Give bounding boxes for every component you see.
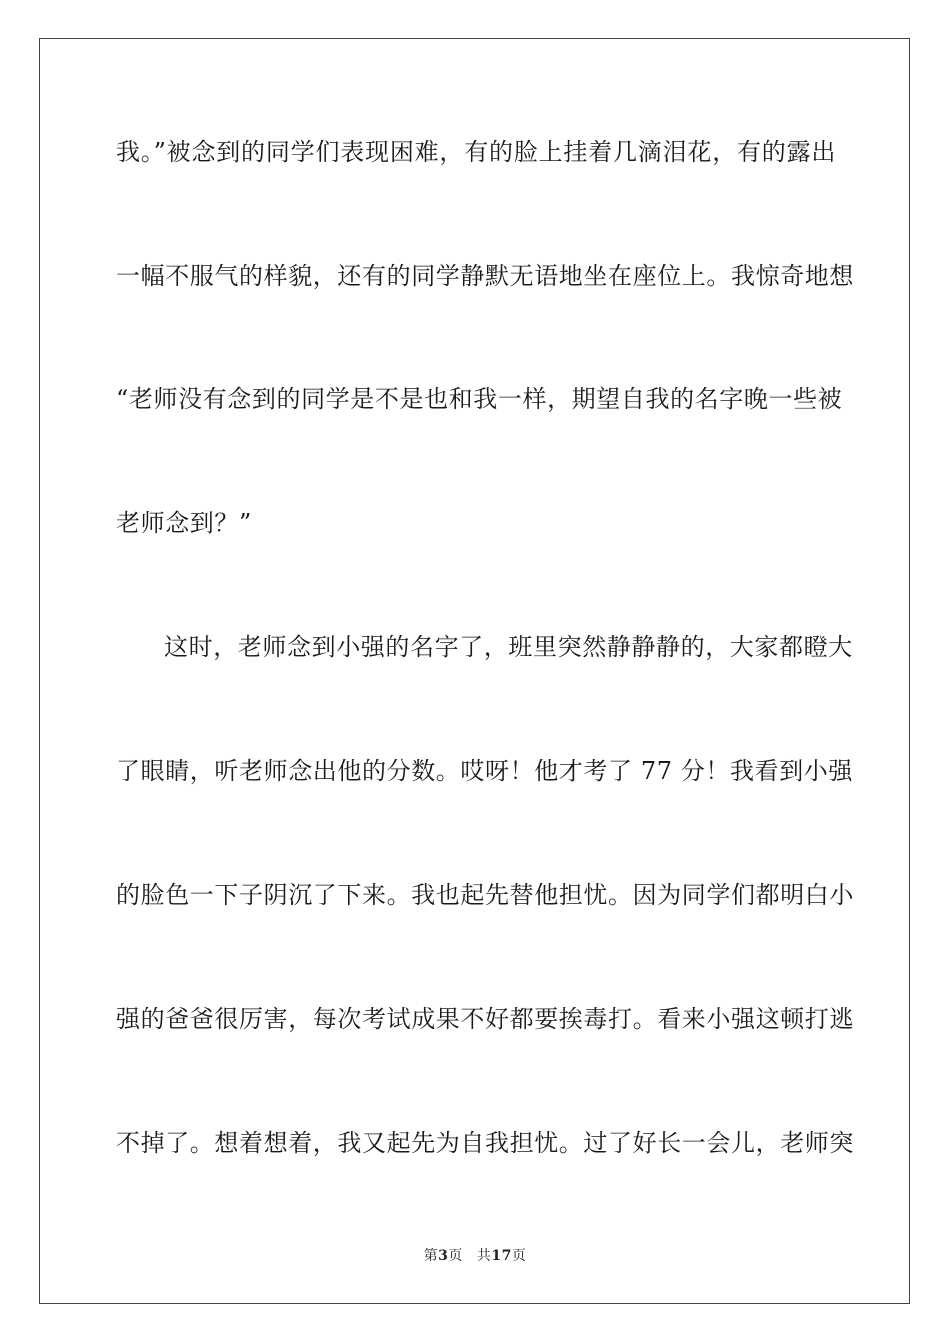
- text-line-4: 老师念到？”: [116, 509, 252, 537]
- total-prefix: 共: [476, 1248, 492, 1264]
- text-line-6: 了眼睛，听老师念出他的分数。哎呀！他才考了 77 分！我看到小强: [116, 757, 853, 785]
- total-pages: 17: [491, 1248, 512, 1264]
- text-line-9: 不掉了。想着想着，我又起先为自我担忧。过了好长一会儿，老师突: [116, 1129, 854, 1157]
- page-footer: [0, 1247, 950, 1265]
- text-line-5: 这时，老师念到小强的名字了，班里突然静静静的，大家都瞪大: [164, 633, 853, 661]
- page-border: [39, 38, 910, 1304]
- page-prefix: 第: [423, 1248, 439, 1264]
- page-suffix: 页: [448, 1248, 463, 1264]
- text-line-7: 的脸色一下子阴沉了下来。我也起先替他担忧。因为同学们都明白小: [116, 881, 854, 909]
- total-suffix: 页: [511, 1248, 527, 1264]
- text-line-3: “老师没有念到的同学是不是也和我一样，期望自我的名字晚一些被: [116, 385, 843, 413]
- page-number: 3: [438, 1248, 449, 1264]
- text-line-2: 一幅不服气的样貌，还有的同学静默无语地坐在座位上。我惊奇地想: [116, 262, 854, 290]
- text-line-1: 我。”被念到的同学们表现困难，有的脸上挂着几滴泪花，有的露出: [116, 138, 836, 166]
- text-line-8: 强的爸爸很厉害，每次考试成果不好都要挨毒打。看来小强这顿打逃: [116, 1005, 854, 1033]
